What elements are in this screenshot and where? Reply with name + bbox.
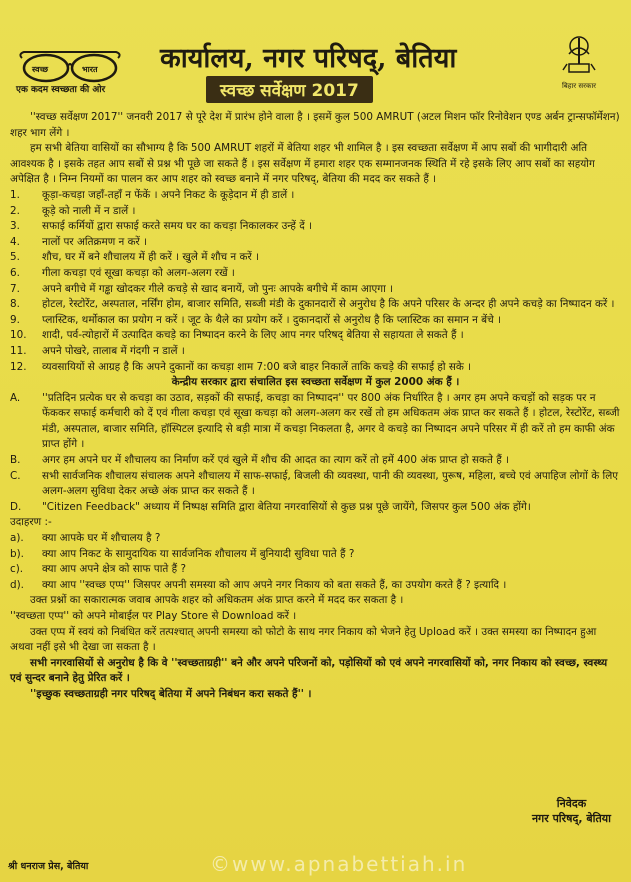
rule-item: 2. कूड़े को नाली में न डालें । [10,204,136,217]
logo-text-left: स्वच्छ [32,65,49,74]
survey-title: स्वच्छ सर्वेक्षण 2017 [206,76,373,103]
office-title: कार्यालय, नगर परिषद्, बेतिया [160,43,457,74]
signature-block [532,796,611,826]
rule-item: 10. शादी, पर्व-त्योहारों में उत्पादित कचड़े का निष्पादन करने के लिए आप नगर परिषद् बेतिया से सहायता ले सकते हैं । [10,329,464,342]
example-heading: उदाहरण :- [10,516,52,529]
closing-paragraph: उक्त एप्प में स्वयं को निबंधित करें तत्पश्चात् अपनी समस्या को फोटो के साथ नगर निकाय को भेजने हेतु Upload करें । उक्त समस्या का निष्पादन हुआ अथवा नहीं इसे भी देखा जा सकता है । [10,625,597,654]
example-item: d). क्या आप ''स्वच्छ एप्प'' जिसपर अपनी समस्या को आप अपने नगर निकाय को बता सकते हैं, का उपयोग करते हैं ? इत्यादि । [10,578,507,591]
section-item: C. सभी सार्वजनिक शौचालय संचालक अपने शौचालय में साफ-सफाई, बिजली की व्यवस्था, पानी की व्यवस्था, पुरूष, महिला, बच्चे एवं अपाहिज लोगों के लिए अलग-अलग सुविधा देकर अच्छे अंक प्राप्त कर सकते हैं । [10,469,619,498]
bodhi-tree-emblem-icon [557,34,601,78]
closing-paragraph: ''इच्छुक स्वच्छताग्रही नगर परिषद् बेतिया में अपने निबंधन करा सकते हैं'' । [30,687,312,700]
example-item: c). क्या आप अपने क्षेत्र को साफ पाते हैं ? [10,563,186,576]
logo-text-right: भारत [82,65,98,74]
rule-item: 3. सफाई कर्मियों द्वारा सफाई करते समय घर का कचड़ा निकालकर उन्हें दें । [10,220,312,233]
emblem-label: बिहार सरकार [561,82,597,90]
section-item: D. "Citizen Feedback" अध्याय में निष्पक्ष समिति द्वारा बेतिया नगरवासियों से कुछ प्रश्न पूछे जायेंगे, जिसपर कुल 500 अंक होंगे। [10,500,531,513]
rules-list [10,188,621,375]
swachh-bharat-logo [16,46,128,95]
rule-item: 12. व्यवसायियों से आग्रह है कि अपने दुकानों का कचड़ा शाम 7:00 बजे बाहर निकालें ताकि कचड़े की सफाई हो सके । [10,360,472,373]
central-heading: केन्द्रीय सरकार द्वारा संचालित इस स्वच्छता सर्वेक्षण में कुल 2000 अंक हैं । [171,376,460,389]
bihar-govt-emblem [551,34,607,91]
header [10,0,621,110]
rule-item: 9. प्लास्टिक, थर्मोकाल का प्रयोग न करें । जूट के थैले का प्रयोग करें । दुकानदारों से अनुरोध है कि प्लास्टिक का समान न बेंचे । [10,313,501,326]
notice-body [10,110,621,703]
rule-item: 5. शौच, घर में बने शौचालय में ही करें । खुले में शौच न करें । [10,251,259,264]
section-item: B. अगर हम अपने घर में शौचालय का निर्माण करें एवं खुले में शौच की आदत का त्याग करें तो हमें 400 अंक प्राप्त हो सकते हैं । [10,454,510,467]
examples-list [10,531,621,593]
rule-item: 7. अपने बगीचे में गड्ढा खोदकर गीले कचड़े से खाद बनायें, जो पुनः आपके बगीचे में काम आएगा । [10,282,394,295]
closing-paragraph: सभी नगरवासियों से अनुरोध है कि वे ''स्वच्छताग्रही'' बने और अपने परिजनों को, पड़ोसियों को एवं अपने नगरवासियों को, नगर निकाय को स्वच्छ, स्वस्थ्य एवं सुन्दर बनाने हेतु प्रेरित करें । [10,656,608,685]
example-item: a). क्या आपके घर में शौचालय है ? [10,532,161,545]
rule-item: 8. होटल, रेस्टोरेंट, अस्पताल, नर्सिंग होम, बाजार समिति, सब्जी मंडी के दुकानदारों से अनुरोध है कि अपने परिसर के अन्दर ही अपने कचड़े का निष्पादन करें । [10,298,615,311]
closing-paragraph: ''स्वच्छता एप्प'' को अपने मोबाईल पर Play Store से Download करें । [10,610,297,622]
section-item: A. ''प्रतिदिन प्रत्येक घर से कचड़ा का उठाव, सड़कों की सफाई, कचड़ा का निष्पादन'' पर 800 अंक निर्धारित है । अगर हम अपने कचड़ों को सड़क पर न फेंककर सफाई कर्मचारी को दें एवं गीला कचड़ा एवं सूखा कचड़ा को अलग-अलग कर रखें तो हम अधिकतम अंक प्राप्त कर सकते हैं । होटल, रेस्टोरेंट, सब्जी मंडी, अस्पताल, बाजार समिति, हॉस्पिटल इत्यादि से बड़ी मात्रा में कचड़ा निकलता है, अगर वे कचड़े का निष्पादन अपने परिसर में ही करें तो हम काफी अंक प्राप्त होंगे । [10,391,620,451]
rule-item: 11. अपने पोखरे, तालाब में गंदगी न डालें । [10,344,185,357]
rule-item: 6. गीला कचड़ा एवं सूखा कचड़ा को अलग-अलग रखें । [10,266,235,279]
press-name: श्री धनराज प्रेस, बेतिया [8,861,89,872]
intro-paragraph: हम सभी बेतिया वासियों का सौभाग्य है कि 500 AMRUT शहरों में बेतिया शहर भी शामिल है । इस स्वच्छता सर्वेक्षण में आप सबों की भागीदारी अति आवश्यक है । इसके तहत आप सबों से प्रश्न भी पूछे जा सकते हैं । इस सर्वेक्षण में हमारा शहर एक सम्मानजनक स्थिति में रहे इसके लिए आप सबों का सहयोग अपेक्षित है । निम्न नियमों का पालन कर आप शहर को स्वच्छ बनाने में नगर परिषद्, बेतिया की मदद कर सकते हैं । [10,142,595,186]
intro-paragraph: ''स्वच्छ सर्वेक्षण 2017'' जनवरी 2017 से पूरे देश में प्रारंभ होने वाला है । इसमें कुल 500 AMRUT (अटल मिशन फॉर रिनोवेशन एण्ड अर्बन ट्रान्सफॉर्मेशन) शहर भाग लेंगे । [10,111,620,139]
signature-label: निवेदक [556,797,587,810]
closing-paragraph: उक्त प्रश्नों का सकारात्मक जवाब आपके शहर को अधिकतम अंक प्राप्त करने में मदद कर सकता है । [30,594,404,607]
rule-item: 1. कूड़ा-कचड़ा जहाँ-तहाँ न फेंकें । अपने निकट के कूड़ेदान में ही डालें । [10,188,295,201]
rule-item: 4. नालों पर अतिक्रमण न करें । [10,235,148,248]
tagline: एक कदम स्वच्छता की ओर [16,85,106,95]
example-item: b). क्या आप निकट के सामुदायिक या सार्वजनिक शौचालय में बुनियादी सुविधा पाते हैं ? [10,547,355,560]
signature-name: नगर परिषद्, बेतिया [531,812,611,825]
watermark: ©www.apnabettiah.in [210,852,468,876]
sections-list [10,391,621,516]
